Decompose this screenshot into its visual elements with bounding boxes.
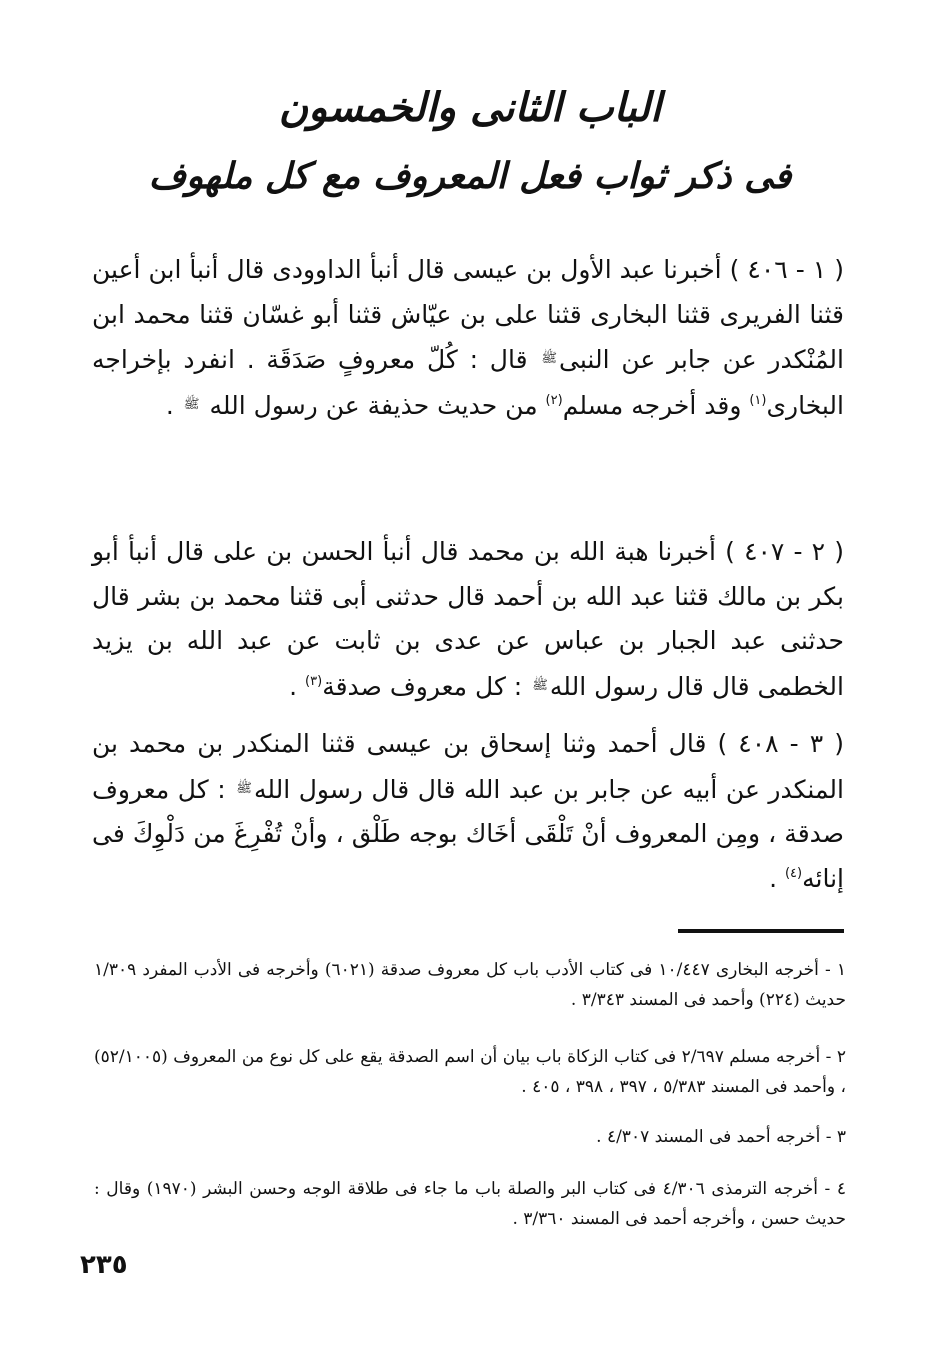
hadith-text: من حديث حذيفة عن رسول الله [209,390,538,420]
hadith-text: أخبرنا عبد الأول بن عيسى قال أنبأ الداوودى قال أنبأ ابن أعين قثنا الفريرى قثنا البخارى قثنا على بن عيّاش قثنا أبو غسّان قثنا محمد ابن المُنْكدر عن جابر عن النبى [92,255,844,374]
hadith-text: وقد أخرجه مسلم [562,390,742,420]
honorific-symbol: ﷺ [183,396,200,412]
footnote-marker: (٤) [784,865,803,881]
hadith-text: . [165,390,174,420]
footnote-divider [678,929,844,933]
honorific-symbol: ﷺ [236,780,252,796]
footnote-marker: (٢) [545,392,563,408]
footnote-4: ٤ - أخرجه الترمذى ٤/٣٠٦ فى كتاب البر والصلة باب ما جاء فى طلاقة الوجه وحسن البشر (١٩٧٠) وقال : حديث حسن ، وأخرجه أحمد فى المسند ٣/٣٦٠ . [94,1179,846,1229]
hadith-paragraph-2 [92,530,844,709]
chapter-subtitle: فى ذكر ثواب فعل المعروف مع كل ملهوف [148,155,792,197]
hadith-text: قال أحمد وثنا إسحاق بن عيسى قثنا المنكدر بن محمد بن المنكدر عن أبيه عن جابر بن عبد الله قال قال رسول الله [92,729,844,804]
hadith-text: قال : كُلّ معروفٍ صَدَقَة . انفرد بإخراجه البخارى [92,345,844,420]
footnote-1: ١ - أخرجه البخارى ١٠/٤٤٧ فى كتاب الأدب باب كل معروف صدقة (٦٠٢١) وأخرجه فى الأدب المفرد ١/٣٠٩ حديث (٢٢٤) وأحمد فى المسند ٣/٣٤٣ . [94,960,847,1010]
hadith-number: ( ٣ - ٤٠٨ ) [717,729,844,758]
footnote-3: ٣ - أخرجه أحمد فى المسند ٤/٣٠٧ . [596,1127,846,1147]
page-number: ٢٣٥ [80,1250,128,1280]
hadith-text: أخبرنا هبة الله بن محمد قال أنبأ الحسن بن على قال أنبأ أبو بكر بن مالك قثنا عبد الله بن أحمد قال حدثنى أبى قثنا محمد بن بشر قال حدثنى عبد الجبار بن عباس عن عدى بن ثابت عن عبد الله بن يزيد الخطمى قال قال رسول الله [92,537,844,701]
footnote-2: ٢ - أخرجه مسلم ٢/٦٩٧ فى كتاب الزكاة باب بيان أن اسم الصدقة يقع على كل نوع من المعروف (٥٢/١٠٠٥) ، وأحمد فى المسند ٥/٣٨٣ ، ٣٩٧ ، ٣٩٨ ، ٤٠٥ . [94,1047,846,1097]
hadith-text: : كل معروف صدقة ، ومِن المعروف أنْ تَلْقَى أخَاك بوجه طَلْق ، وأنْ تُفْرِغَ من دَلْوِكَ فى إنائه [92,774,844,893]
chapter-title: الباب الثانى والخمسون [278,84,662,131]
footnote-marker: (٣) [305,673,323,689]
hadith-number: ( ١ - ٤٠٦ ) [729,255,845,284]
hadith-text: . [289,671,298,701]
honorific-symbol: ﷺ [541,351,558,366]
hadith-number: ( ٢ - ٤٠٧ ) [725,537,845,566]
hadith-text: . [769,863,778,893]
footnote-marker: (١) [749,392,767,408]
hadith-paragraph-1 [92,248,844,428]
honorific-symbol: ﷺ [532,677,548,693]
hadith-text: : كل معروف صدقة [322,671,523,701]
hadith-paragraph-3 [92,722,844,901]
